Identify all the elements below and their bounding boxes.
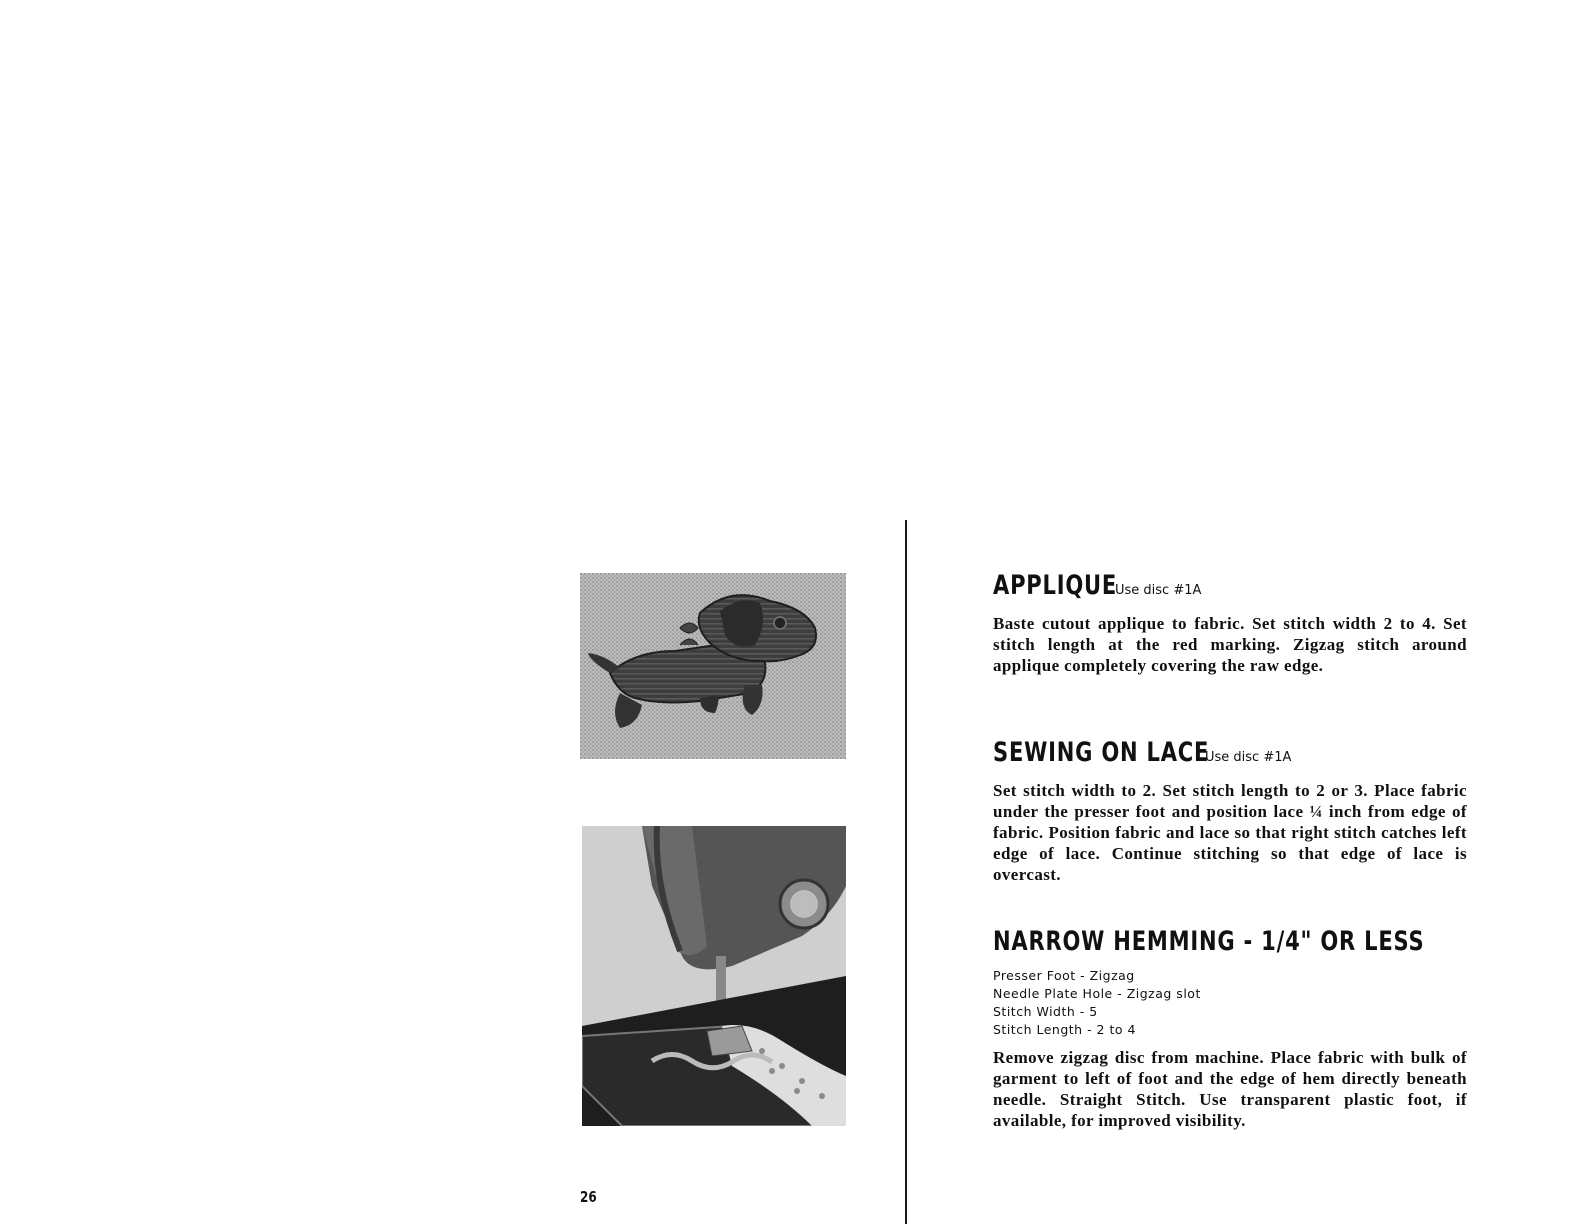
applique-heading: APPLIQUE [993, 570, 1118, 601]
applique-dog-photo [580, 573, 846, 759]
applique-instructions: Baste cutout applique to fabric. Set stitch width 2 to 4. Set stitch length at the red marking. Zigzag stitch around applique completely covering the raw edge. [993, 614, 1467, 675]
setting-stitch-length: Stitch Length - 2 to 4 [993, 1022, 1136, 1037]
setting-stitch-width: Stitch Width - 5 [993, 1004, 1098, 1019]
setting-presser-foot: Presser Foot - Zigzag [993, 968, 1135, 983]
sewing-on-lace-disc-note: Use disc #1A [1205, 750, 1292, 765]
sewing-on-lace-instructions: Set stitch width to 2. Set stitch length to 2 or 3. Place fabric under the presser foot and position lace ¼ inch from edge of fabric. Position fabric and lace so that right stitch catches left edge of lace. Continue stitching so that edge of lace is overcast. [993, 781, 1467, 884]
setting-needle-plate-hole: Needle Plate Hole - Zigzag slot [993, 986, 1201, 1001]
applique-section [993, 570, 1467, 676]
applique-disc-note: Use disc #1A [1115, 583, 1202, 598]
narrow-hemming-heading: NARROW HEMMING - 1/4" OR LESS [993, 926, 1425, 957]
narrow-hemming-instructions: Remove zigzag disc from machine. Place fabric with bulk of garment to left of foot and the edge of hem directly beneath needle. Straight Stitch. Use transparent plastic foot, if available, for improved visibility. [993, 1048, 1467, 1130]
narrow-hemming-section [993, 926, 1467, 1131]
narrow-hemming-settings [993, 967, 1467, 1039]
sewing-on-lace-section [993, 737, 1467, 885]
sewing-machine-lace-photo [582, 826, 846, 1126]
page-number: 26 [580, 1188, 597, 1206]
page-divider [905, 520, 907, 1224]
sewing-on-lace-heading: SEWING ON LACE [993, 737, 1210, 768]
